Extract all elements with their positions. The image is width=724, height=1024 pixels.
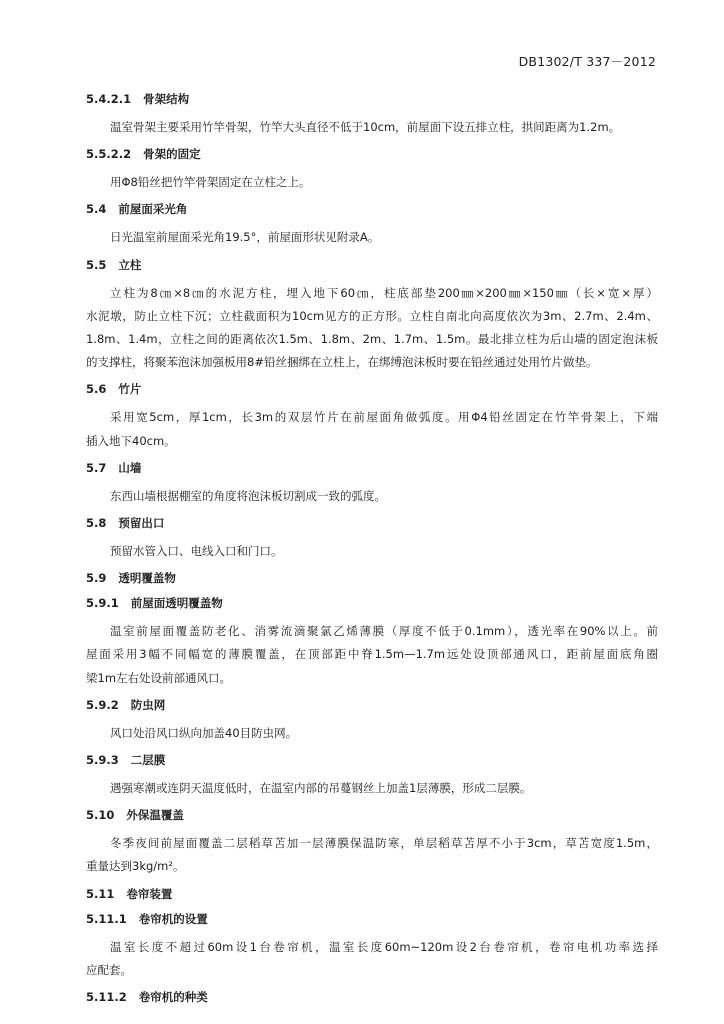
section-title: 卷帘装置 (126, 886, 173, 901)
section-heading (86, 807, 658, 823)
section-paragraph (86, 226, 658, 249)
section-title: 透明覆盖物 (118, 571, 176, 586)
section-title: 卷帘机的设置 (138, 911, 208, 926)
section-title: 前屋面透明覆盖物 (130, 596, 223, 611)
section-title: 防虫网 (130, 697, 166, 712)
section-number: 5.6 (86, 382, 107, 397)
paragraph-line: 遇强寒潮或连阴天温度低时，在温室内部的吊蔓钢丝上加盖1层薄膜，形成二层膜。 (110, 781, 532, 796)
section-title: 骨架结构 (143, 92, 190, 106)
paragraph-line: 温室长度不超过60m设1台卷帘机，温室长度60m~120m设2台卷帘机，卷帘电机功率选择 (110, 939, 658, 954)
paragraph-line: 应配套。 (86, 962, 132, 977)
section-heading (86, 752, 658, 768)
document-body (86, 91, 658, 1014)
section-paragraph (86, 777, 658, 800)
section-number: 5.4.2.1 (86, 92, 132, 106)
section-title: 预留出口 (118, 516, 165, 531)
paragraph-line: 采用宽5cm，厚1cm，长3m的双层竹片在前屋面角做弧度。用Φ4铅丝固定在竹竿骨架上，下端 (110, 410, 658, 425)
section-number: 5.9.3 (86, 753, 119, 768)
section-heading (86, 201, 658, 217)
paragraph-line: 插入地下40cm。 (86, 433, 176, 448)
paragraph-line: 的支撑柱，将聚苯泡沫加强板用8#铅丝捆绑在立柱上，在绑缚泡沫板时要在铅丝通过处用竹片做垫。 (86, 355, 598, 370)
section-number: 5.9 (86, 571, 107, 586)
paragraph-line: 预留水管入口、电线入口和门口。 (110, 544, 283, 559)
section-paragraph (86, 936, 658, 982)
section-title: 竹片 (118, 382, 142, 397)
paragraph-line: 冬季夜间前屋面覆盖二层稻草苫加一层薄膜保温防寒，单层稻草苫厚不小于3cm，草苫宽度1.5m， (110, 836, 658, 851)
section-number: 5.7 (86, 460, 107, 475)
paragraph-line: 屋面采用3幅不同幅宽的薄膜覆盖，在顶部距中脊1.5m—1.7m远处设顶部通风口，距前屋面底角圈 (86, 647, 658, 662)
paragraph-line: 1.8m、1.4m，立柱之间的距离依次1.5m、1.8m、2m、1.7m、1.5m。最北排立柱为后山墙的固定泡沫板 (86, 332, 658, 347)
section-title: 山墙 (118, 460, 142, 475)
section-heading (86, 257, 658, 273)
document-code: DB1302/T 337－2012 (518, 54, 656, 69)
section-paragraph (86, 116, 658, 139)
section-title: 二层膜 (130, 753, 166, 768)
section-paragraph (86, 406, 658, 452)
section-heading (86, 91, 658, 107)
section-paragraph (86, 171, 658, 194)
section-number: 5.10 (86, 808, 115, 823)
section-title: 外保温覆盖 (126, 808, 184, 823)
section-heading (86, 460, 658, 476)
section-number: 5.11.1 (86, 911, 127, 926)
section-heading (86, 570, 658, 586)
section-paragraph (86, 540, 658, 563)
paragraph-line: 立柱为8㎝×8㎝的水泥方柱，埋入地下60㎝，柱底部垫200㎜×200㎜×150㎜（长×宽×厚） (110, 285, 658, 300)
section-paragraph (86, 722, 658, 745)
paragraph-line: 用Φ8铅丝把竹竿骨架固定在立柱之上。 (110, 175, 311, 190)
section-paragraph (86, 485, 658, 508)
section-number: 5.5 (86, 257, 107, 272)
paragraph-line: 水泥墩，防止立柱下沉；立柱截面积为10cm见方的正方形。立柱自南北向高度依次为3m、2.7m、2.4m、 (86, 308, 658, 323)
section-title: 前屋面采光角 (118, 202, 188, 217)
section-heading (86, 989, 658, 1005)
section-number: 5.9.2 (86, 697, 119, 712)
section-title: 卷帘机的种类 (138, 990, 208, 1005)
section-heading (86, 697, 658, 713)
paragraph-line: 温室前屋面覆盖防老化、消雾流滴聚氯乙烯薄膜（厚度不低于0.1mm），透光率在90%以上。前 (110, 624, 658, 639)
paragraph-line: 温室骨架主要采用竹竿骨架，竹竿大头直径不低于10cm，前屋面下设五排立柱，拱间距离为1.2m。 (110, 120, 621, 134)
section-number: 5.9.1 (86, 596, 119, 611)
section-heading (86, 595, 658, 611)
section-heading (86, 381, 658, 397)
section-number: 5.4 (86, 202, 107, 217)
paragraph-line: 日光温室前屋面采光角19.5°，前屋面形状见附录A。 (110, 230, 380, 245)
section-heading (86, 886, 658, 902)
section-paragraph (86, 282, 658, 375)
section-title: 骨架的固定 (143, 147, 201, 162)
section-number: 5.11 (86, 886, 115, 901)
paragraph-line: 梁1m左右处设前部通风口。 (86, 670, 232, 685)
section-number: 5.11.2 (86, 990, 127, 1005)
section-number: 5.5.2.2 (86, 147, 132, 162)
paragraph-line: 重量达到3kg/m²。 (86, 859, 185, 874)
section-paragraph (86, 832, 658, 878)
section-heading (86, 911, 658, 927)
section-number: 5.8 (86, 516, 107, 531)
section-heading (86, 515, 658, 531)
section-title: 立柱 (118, 257, 142, 272)
section-paragraph (86, 620, 658, 690)
section-heading (86, 146, 658, 162)
paragraph-line: 东西山墙根据棚室的角度将泡沫板切割成一致的弧度。 (110, 488, 386, 503)
paragraph-line: 风口处沿风口纵向加盖40目防虫网。 (110, 725, 298, 740)
